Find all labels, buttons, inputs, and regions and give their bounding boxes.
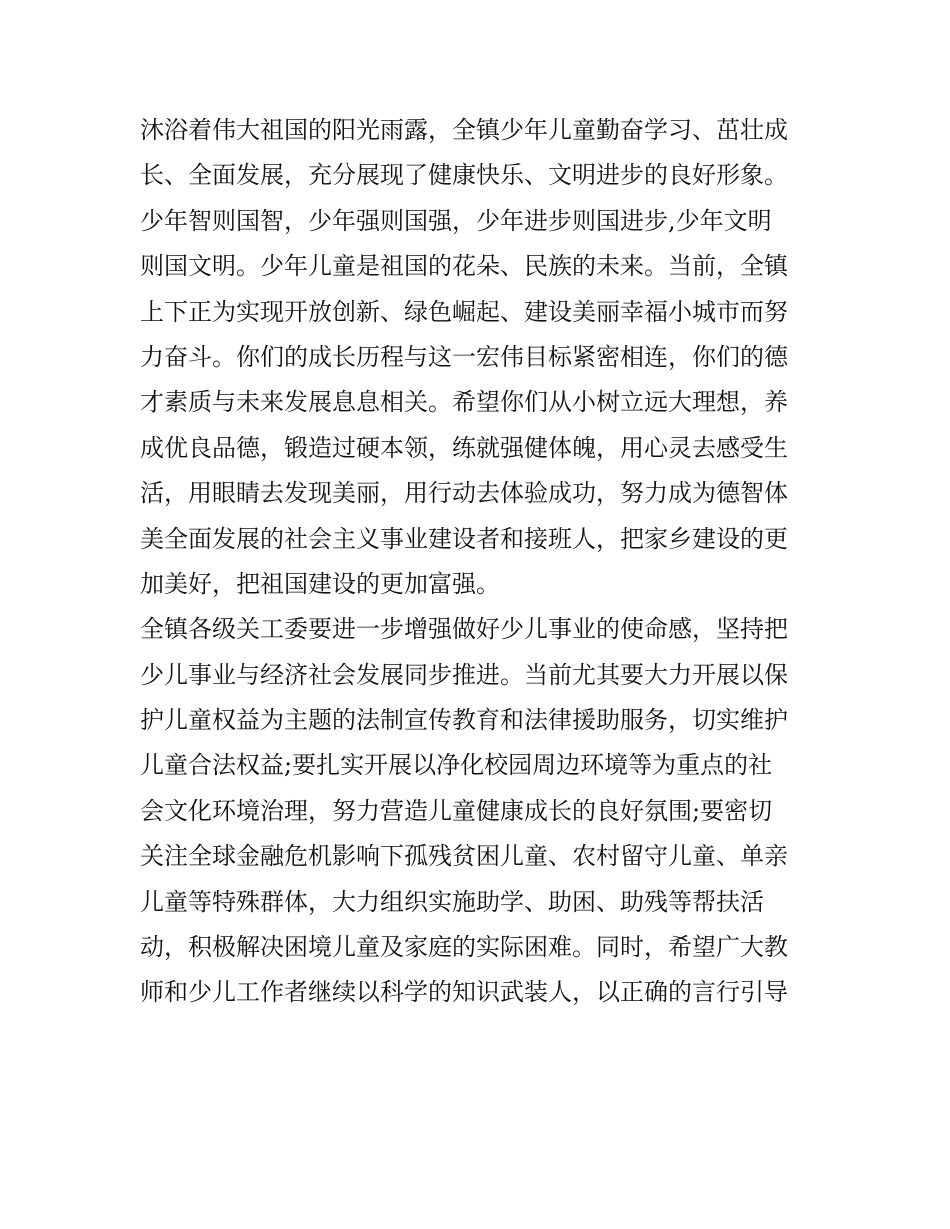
text-line: 关注全球金融危机影响下孤残贫困儿童、农村留守儿童、单亲 [140, 842, 788, 871]
text-line: 少儿事业与经济社会发展同步推进。当前尤其要大力开展以保 [140, 660, 788, 689]
text-line: 则国文明。少年儿童是祖国的花朵、民族的未来。当前，全镇 [140, 252, 788, 281]
text-line: 力奋斗。你们的成长历程与这一宏伟目标紧密相连，你们的德 [140, 342, 788, 371]
text-line: 才素质与未来发展息息相关。希望你们从小树立远大理想，养 [140, 388, 788, 417]
text-line: 上下正为实现开放创新、绿色崛起、建设美丽幸福小城市而努 [140, 297, 788, 326]
text-line: 美全面发展的社会主义事业建设者和接班人，把家乡建设的更 [140, 524, 788, 553]
text-line: 儿童合法权益;要扎实开展以净化校园周边环境等为重点的社 [140, 751, 773, 780]
text-line: 长、全面发展，充分展现了健康快乐、文明进步的良好形象。 [140, 161, 788, 190]
text-line: 成优良品德，锻造过硬本领，练就强健体魄，用心灵去感受生 [140, 433, 788, 462]
text-line: 全镇各级关工委要进一步增强做好少儿事业的使命感，坚持把 [140, 615, 788, 644]
text-line: 沐浴着伟大祖国的阳光雨露，全镇少年儿童勤奋学习、茁壮成 [140, 116, 788, 144]
text-line: 加美好，把祖国建设的更加富强。 [140, 569, 500, 598]
text-line: 会文化环境治理，努力营造儿童健康成长的良好氛围;要密切 [140, 796, 773, 825]
text-line: 活，用眼睛去发现美丽，用行动去体验成功，努力成为德智体 [140, 479, 788, 508]
text-line: 少年智则国智，少年强则国强，少年进步则国进步,少年文明 [140, 206, 772, 235]
text-line: 儿童等特殊群体，大力组织实施助学、助困、助残等帮扶活 [140, 887, 764, 916]
text-line: 师和少儿工作者继续以科学的知识武装人，以正确的言行引导 [140, 978, 788, 1007]
text-line: 护儿童权益为主题的法制宣传教育和法律援助服务，切实维护 [140, 706, 788, 735]
text-line: 动，积极解决困境儿童及家庭的实际困难。同时，希望广大教 [140, 933, 788, 962]
body-text [140, 108, 820, 1016]
